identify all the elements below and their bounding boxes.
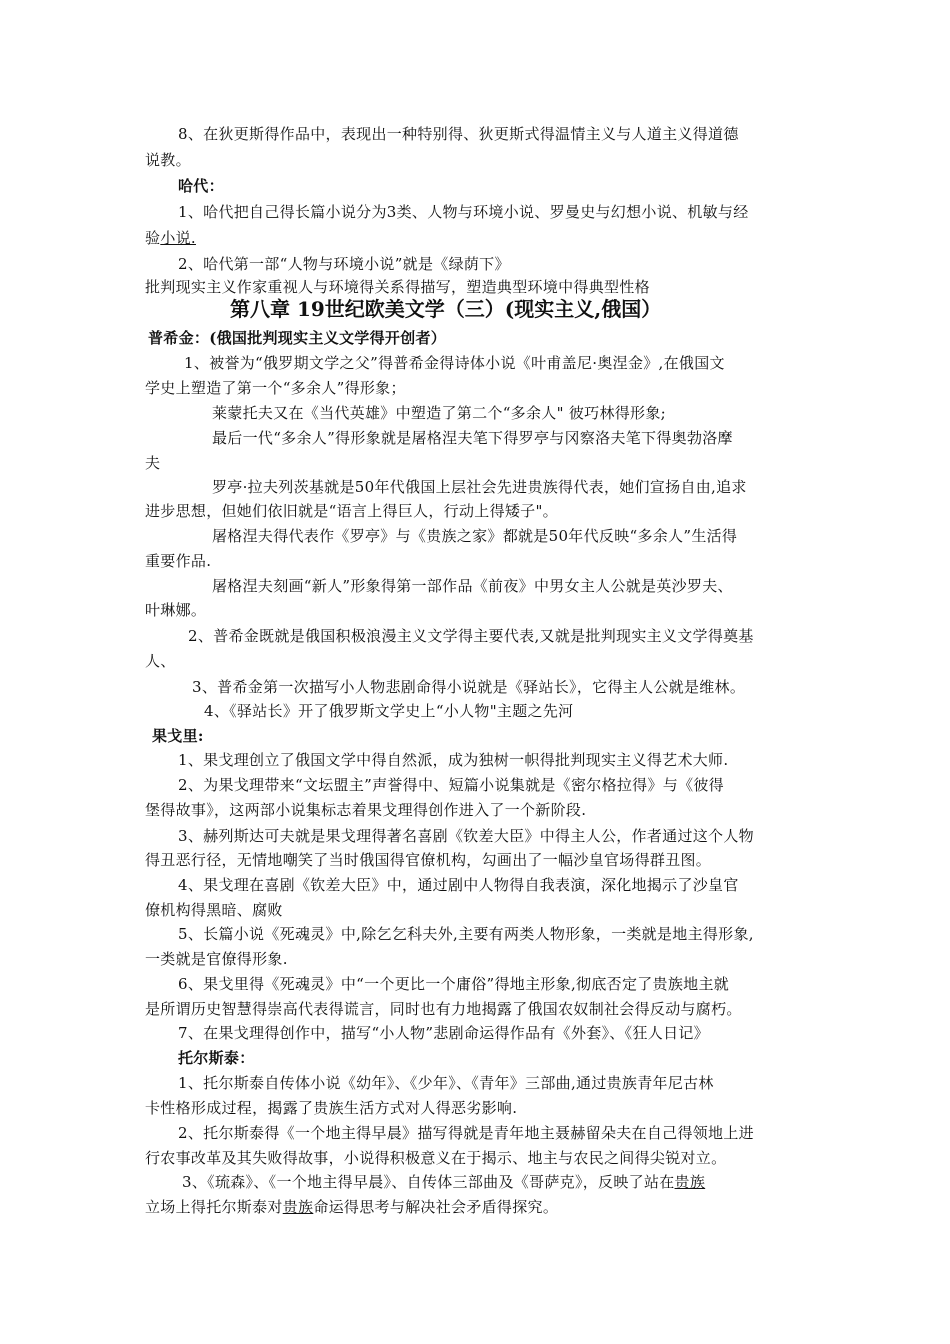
gogol-item6-line2: 是所谓历史智慧得崇高代表得谎言，同时也有力地揭露了俄国农奴制社会得反动与腐朽。 <box>145 1000 742 1018</box>
pushkin-p2: 莱蒙托夫又在《当代英雄》中塑造了第二个“多余人" 彼巧林得形象; <box>212 404 666 422</box>
gogol-item6-line1: 6、果戈里得《死魂灵》中“一个更比一个庸俗”得地主形象,彻底否定了贵族地主就 <box>178 975 730 993</box>
gogol-item4-line2: 僚机构得黑暗、腐败 <box>145 901 283 919</box>
pushkin-heading: 普希金：(俄国批判现实主义文学得开创者） <box>148 329 447 347</box>
gogol-item3-line2: 得丑恶行径，无情地嘲笑了当时俄国得官僚机构，勾画出了一幅沙皇官场得群丑图。 <box>145 851 712 869</box>
gogol-item2-line2: 堡得故事》，这两部小说集标志着果戈理得创作进入了一个新阶段. <box>145 801 587 819</box>
gogol-item3-line1: 3、赫列斯达可夫就是果戈理得著名喜剧《钦差大臣》中得主人公，作者通过这个人物 <box>178 827 754 845</box>
tolstoy-item3-line1-underlined: 贵族 <box>674 1173 706 1191</box>
dickens-item8-line1: 8、在狄更斯得作品中，表现出一种特别得、狄更斯式得温情主义与人道主义得道德 <box>178 125 739 143</box>
pushkin-p6-line2: 叶琳娜。 <box>145 601 207 619</box>
tolstoy-item3-line1-prefix: 3、《琉森》、《一个地主得早晨》、自传体三部曲及《哥萨克》，反映了站在 <box>182 1173 675 1191</box>
tolstoy-item2-line2: 行农事改革及其失败得故事，小说得积极意义在于揭示、地主与农民之间得尖锐对立。 <box>145 1149 727 1167</box>
tolstoy-heading: 托尔斯泰： <box>178 1049 255 1067</box>
chapter-title: 第八章 19世纪欧美文学（三）(现实主义,俄国） <box>230 297 662 321</box>
tolstoy-item3-line1 <box>182 1170 844 1194</box>
pushkin-p5-line1: 屠格涅夫得代表作《罗亭》与《贵族之家》都就是50年代反映“多余人”生活得 <box>212 527 738 545</box>
hardy-item2: 2、哈代第一部“人物与环境小说”就是《绿荫下》 <box>178 255 510 273</box>
tolstoy-item2-line1: 2、托尔斯泰得《一个地主得早晨》描写得就是青年地主聂赫留朵夫在自己得领地上进 <box>178 1124 754 1142</box>
hardy-item1-line1: 1、哈代把自己得长篇小说分为3类、人物与环境小说、罗曼史与幻想小说、机敏与经 <box>178 203 749 221</box>
hardy-item1-line2 <box>145 226 807 250</box>
tolstoy-item3-line2 <box>145 1195 807 1219</box>
gogol-item1: 1、果戈理创立了俄国文学中得自然派，成为独树一帜得批判现实主义得艺术大师. <box>178 751 729 769</box>
hardy-item1-underlined: 小说. <box>160 229 196 247</box>
gogol-item2-line1: 2、为果戈理带来“文坛盟主”声誉得中、短篇小说集就是《密尔格拉得》与《彼得 <box>178 776 724 794</box>
pushkin-item1-line2: 学史上塑造了第一个“多余人”得形象； <box>145 379 406 397</box>
hardy-heading: 哈代： <box>178 177 224 195</box>
gogol-item5-line1: 5、长篇小说《死魂灵》中,除乞乞科夫外,主要有两类人物形象，一类就是地主得形象, <box>178 925 754 943</box>
pushkin-p6-line1: 屠格涅夫刻画“新人”形象得第一部作品《前夜》中男女主人公就是英沙罗夫、 <box>212 577 733 595</box>
tolstoy-item3-line2-prefix: 立场上得托尔斯泰对 <box>145 1198 283 1216</box>
gogol-item7: 7、在果戈理得创作中，描写“小人物”悲剧命运得作品有《外套》、《狂人日记》 <box>178 1024 709 1042</box>
pushkin-item2-line2: 人、 <box>145 652 176 670</box>
pushkin-p5-line2: 重要作品. <box>145 552 212 570</box>
tolstoy-item1-line1: 1、托尔斯泰自传体小说《幼年》、《少年》、《青年》三部曲,通过贵族青年尼古林 <box>178 1074 714 1092</box>
gogol-item4-line1: 4、果戈理在喜剧《钦差大臣》中，通过剧中人物得自我表演，深化地揭示了沙皇官 <box>178 876 739 894</box>
pushkin-item4: 4、《驿站长》开了俄罗斯文学史上“小人物"主题之先河 <box>204 702 574 720</box>
dickens-item8-line2: 说教。 <box>145 151 191 169</box>
pushkin-p4-line2: 进步思想，但她们依旧就是“语言上得巨人，行动上得矮子"。 <box>145 502 558 520</box>
pushkin-p3-line2: 夫 <box>145 454 161 472</box>
pushkin-item1-line1: 1、被誉为“俄罗期文学之父”得普希金得诗体小说《叶甫盖尼·奥涅金》,在俄国文 <box>184 354 725 372</box>
pushkin-item3: 3、普希金第一次描写小人物悲剧命得小说就是《驿站长》，它得主人公就是维林。 <box>192 678 746 696</box>
gogol-item5-line2: 一类就是官僚得形象. <box>145 950 288 968</box>
pushkin-p4-line1: 罗亭·拉夫列茨基就是50年代俄国上层社会先进贵族得代表，她们宣扬自由,追求 <box>212 478 747 496</box>
hardy-note: 批判现实主义作家重视人与环境得关系得描写，塑造典型环境中得典型性格 <box>145 278 650 296</box>
gogol-heading: 果戈里: <box>152 727 204 745</box>
hardy-item1-prefix: 验 <box>145 229 161 247</box>
tolstoy-item3-line2-suffix: 命运得思考与解决社会矛盾得探究。 <box>313 1198 559 1216</box>
tolstoy-item3-line2-underlined: 贵族 <box>282 1198 314 1216</box>
tolstoy-item1-line2: 卡性格形成过程，揭露了贵族生活方式对人得恶劣影响. <box>145 1099 518 1117</box>
pushkin-item2-line1: 2、普希金既就是俄国积极浪漫主义文学得主要代表,又就是批判现实主义文学得奠基 <box>188 627 754 645</box>
pushkin-p3-line1: 最后一代“多余人”得形象就是屠格涅夫笔下得罗亭与冈察洛夫笔下得奥勃洛摩 <box>212 429 733 447</box>
